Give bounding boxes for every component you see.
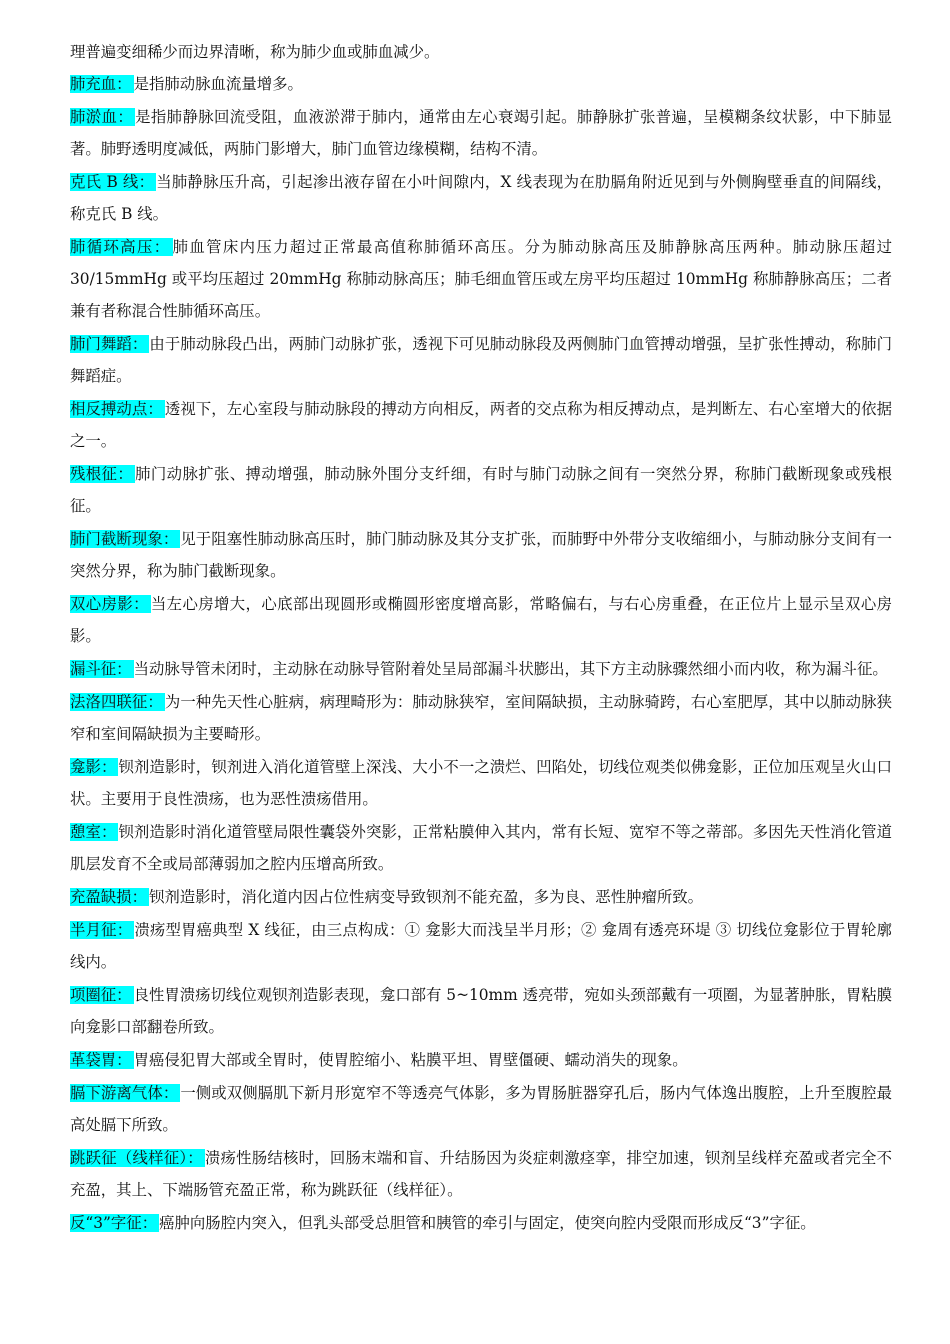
glossary-term: 反“3”字征： xyxy=(70,1214,158,1232)
glossary-definition: 当动脉导管未闭时，主动脉在动脉导管附着处呈局部漏斗状膨出，其下方主动脉骤然细小而内收，称为漏斗征。 xyxy=(133,660,888,678)
glossary-entry xyxy=(70,881,892,913)
glossary-definition: 钡剂造影时，钡剂进入消化道管壁上深浅、大小不一之溃烂、凹陷处，切线位观类似佛龛影，正位加压观呈火山口状。主要用于良性溃疡，也为恶性溃疡借用。 xyxy=(70,758,892,808)
glossary-definition: 见于阻塞性肺动脉高压时，肺门肺动脉及其分支扩张，而肺野中外带分支收缩细小，与肺动脉分支间有一突然分界，称为肺门截断现象。 xyxy=(70,530,892,580)
glossary-definition: 由于肺动脉段凸出，两肺门动脉扩张，透视下可见肺动脉段及两侧肺门血管搏动增强，呈扩张性搏动，称肺门舞蹈症。 xyxy=(70,335,892,385)
glossary-term: 跳跃征（线样征）： xyxy=(70,1149,203,1167)
glossary-term: 残根征： xyxy=(70,465,134,483)
glossary-definition: 当左心房增大，心底部出现圆形或椭圆形密度增高影，常略偏右，与右心房重叠，在正位片上显示呈双心房影。 xyxy=(70,595,892,645)
glossary-definition: 溃疡性肠结核时，回肠末端和盲、升结肠因为炎症刺激痉挛，排空加速，钡剂呈线样充盈或者完全不充盈，其上、下端肠管充盈正常，称为跳跃征（线样征）。 xyxy=(70,1149,892,1199)
glossary-definition: 是指肺静脉回流受阻，血液淤滞于肺内，通常由左心衰竭引起。肺静脉扩张普遍，呈模糊条纹状影，中下肺显著。肺野透明度减低，两肺门影增大，肺门血管边缘模糊，结构不清。 xyxy=(70,108,892,158)
glossary-definition: 良性胃溃疡切线位观钡剂造影表现，龛口部有 5~10mm 透亮带，宛如头颈部戴有一项圈，为显著肿胀，胃粘膜向龛影口部翻卷所致。 xyxy=(70,986,893,1036)
glossary-term: 法洛四联征： xyxy=(70,693,163,711)
glossary-term: 半月征： xyxy=(70,921,133,939)
glossary-definition: 为一种先天性心脏病，病理畸形为：肺动脉狭窄，室间隔缺损，主动脉骑跨，右心室肥厚，其中以肺动脉狭窄和室间隔缺损为主要畸形。 xyxy=(70,693,892,743)
glossary-term: 肺充血： xyxy=(70,75,132,93)
glossary-entry xyxy=(70,1142,892,1206)
glossary-entry xyxy=(70,979,892,1043)
glossary-definition: 溃疡型胃癌典型 X 线征，由三点构成：① 龛影大而浅呈半月形；② 龛周有透亮环堤 ③ 切线位龛影位于胃轮廓线内。 xyxy=(70,921,892,971)
glossary-term: 克氏 B 线： xyxy=(70,173,155,191)
glossary-term: 充盈缺损： xyxy=(70,888,147,906)
glossary-entry xyxy=(70,653,892,685)
glossary-entry xyxy=(70,68,892,100)
glossary-term: 肺门舞蹈： xyxy=(70,335,148,353)
glossary-entry xyxy=(70,166,892,230)
glossary-entry xyxy=(70,1207,892,1239)
glossary-entry xyxy=(70,1077,892,1141)
glossary-definition: 透视下，左心室段与肺动脉段的搏动方向相反，两者的交点称为相反搏动点，是判断左、右心室增大的依据之一。 xyxy=(70,400,892,450)
glossary-term: 肺门截断现象： xyxy=(70,530,179,548)
glossary-definition: 胃癌侵犯胃大部或全胃时，使胃腔缩小、粘膜平坦、胃壁僵硬、蠕动消失的现象。 xyxy=(133,1051,688,1069)
lead-paragraph: 理普遍变细稀少而边界清晰，称为肺少血或肺血减少。 xyxy=(70,43,440,61)
glossary-term: 膈下游离气体： xyxy=(70,1084,179,1102)
glossary-definition: 钡剂造影时消化道管壁局限性囊袋外突影，正常粘膜伸入其内，常有长短、宽窄不等之蒂部。多因先天性消化管道肌层发育不全或局部薄弱加之腔内压增高所致。 xyxy=(70,823,892,873)
glossary-entry xyxy=(70,588,892,652)
glossary-term: 龛影： xyxy=(70,758,117,776)
glossary-definition: 一侧或双侧膈肌下新月形宽窄不等透亮气体影，多为胃肠脏器穿孔后，肠内气体逸出腹腔，上升至腹腔最高处膈下所致。 xyxy=(70,1084,892,1134)
glossary-term: 革袋胃： xyxy=(70,1051,132,1069)
glossary-entry xyxy=(70,914,892,978)
glossary-term: 漏斗征： xyxy=(70,660,132,678)
glossary-entry xyxy=(70,458,892,522)
glossary-entry xyxy=(70,1044,892,1076)
glossary-definition: 肺血管床内压力超过正常最高值称肺循环高压。分为肺动脉高压及肺静脉高压两种。肺动脉压超过 30/15mmHg 或平均压超过 20mmHg 称肺动脉高压；肺毛细血管压或左房平均压超过 10mmHg 称肺静脉高压；二者兼有者称混合性肺循环高压。 xyxy=(70,238,892,320)
glossary-term: 憩室： xyxy=(70,823,117,841)
glossary-definition: 肺门动脉扩张、搏动增强，肺动脉外围分支纤细，有时与肺门动脉之间有一突然分界，称肺门截断现象或残根征。 xyxy=(70,465,892,515)
glossary-list xyxy=(70,68,892,1239)
glossary-definition: 当肺静脉压升高，引起渗出液存留在小叶间隙内，X 线表现为在肋膈角附近见到与外侧胸壁垂直的间隔线，称克氏 B 线。 xyxy=(70,173,892,223)
glossary-term: 肺循环高压： xyxy=(70,238,171,256)
glossary-definition: 癌肿向肠腔内突入，但乳头部受总胆管和胰管的牵引与固定，使突向腔内受限而形成反“3”字征。 xyxy=(159,1214,816,1232)
glossary-entry xyxy=(70,751,892,815)
glossary-entry xyxy=(70,231,892,327)
glossary-term: 双心房影： xyxy=(70,595,149,613)
glossary-term: 肺淤血： xyxy=(70,108,134,126)
glossary-definition: 是指肺动脉血流量增多。 xyxy=(133,75,303,93)
glossary-term: 项圈征： xyxy=(70,986,132,1004)
glossary-entry xyxy=(70,393,892,457)
glossary-entry xyxy=(70,328,892,392)
glossary-entry xyxy=(70,101,892,165)
glossary-definition: 钡剂造影时，消化道内因占位性病变导致钡剂不能充盈，多为良、恶性肿瘤所致。 xyxy=(148,888,704,906)
glossary-entry xyxy=(70,523,892,587)
glossary-entry xyxy=(70,816,892,880)
glossary-term: 相反搏动点： xyxy=(70,400,163,418)
glossary-entry xyxy=(70,686,892,750)
